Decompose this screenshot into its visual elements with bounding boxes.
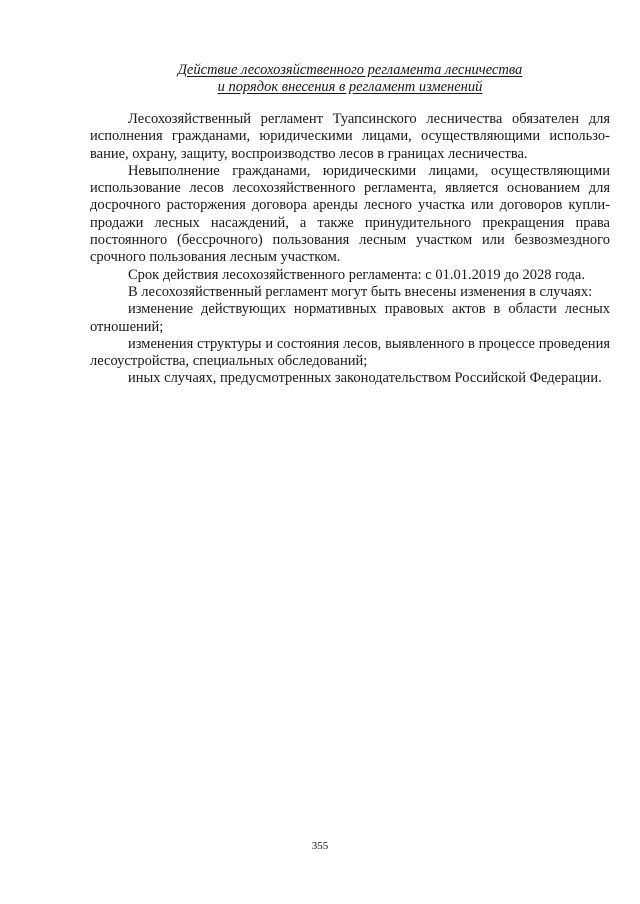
paragraph-regulation-binding: Лесохозяйственный регламент Туапсинского лесничества обязателен для исполнения гражданами, юридическими лицами, осуществляющими использование, охрану, защиту, воспроизводство лесов в границах лесничества. bbox=[90, 111, 610, 162]
body-text bbox=[90, 111, 610, 388]
paragraph-amendments-intro: В лесохозяйственный регламент могут быть внесены изменения в случаях: bbox=[128, 283, 593, 300]
section-heading-line-1: Действие лесохозяйственного регламента лесничества bbox=[177, 62, 523, 78]
list-item-forest-structure: изменения структуры и состояния лесов, выявленного в процессе проведения лесоустройства, специальных обследований; bbox=[90, 335, 610, 370]
list-item-legal-acts: изменение действующих нормативных правовых актов в области лесных отношений; bbox=[90, 301, 610, 335]
paragraph-validity-period: Срок действия лесохозяйственного регламента: с 01.01.2019 до 2028 года. bbox=[128, 266, 585, 283]
page-number: 355 bbox=[311, 840, 329, 852]
section-heading-line-2: и порядок внесения в регламент изменений bbox=[217, 79, 483, 95]
list-item-other-cases: иных случаях, предусмотренных законодательством Российской Федерации. bbox=[128, 370, 602, 387]
section-heading bbox=[90, 62, 610, 96]
paragraph-non-compliance: Невыполнение гражданами, юридическими лицами, осуществляющими использование лесов лесохозяйственного регламента, является основанием для досрочного расторжения договора аренды лесного участка или договоров купли-продажи лесных насаждений, а также принудительного прекращения права постоянного (бессрочного) пользования лесным участком или безвозмездного срочного пользования лесным участком. bbox=[90, 162, 610, 266]
